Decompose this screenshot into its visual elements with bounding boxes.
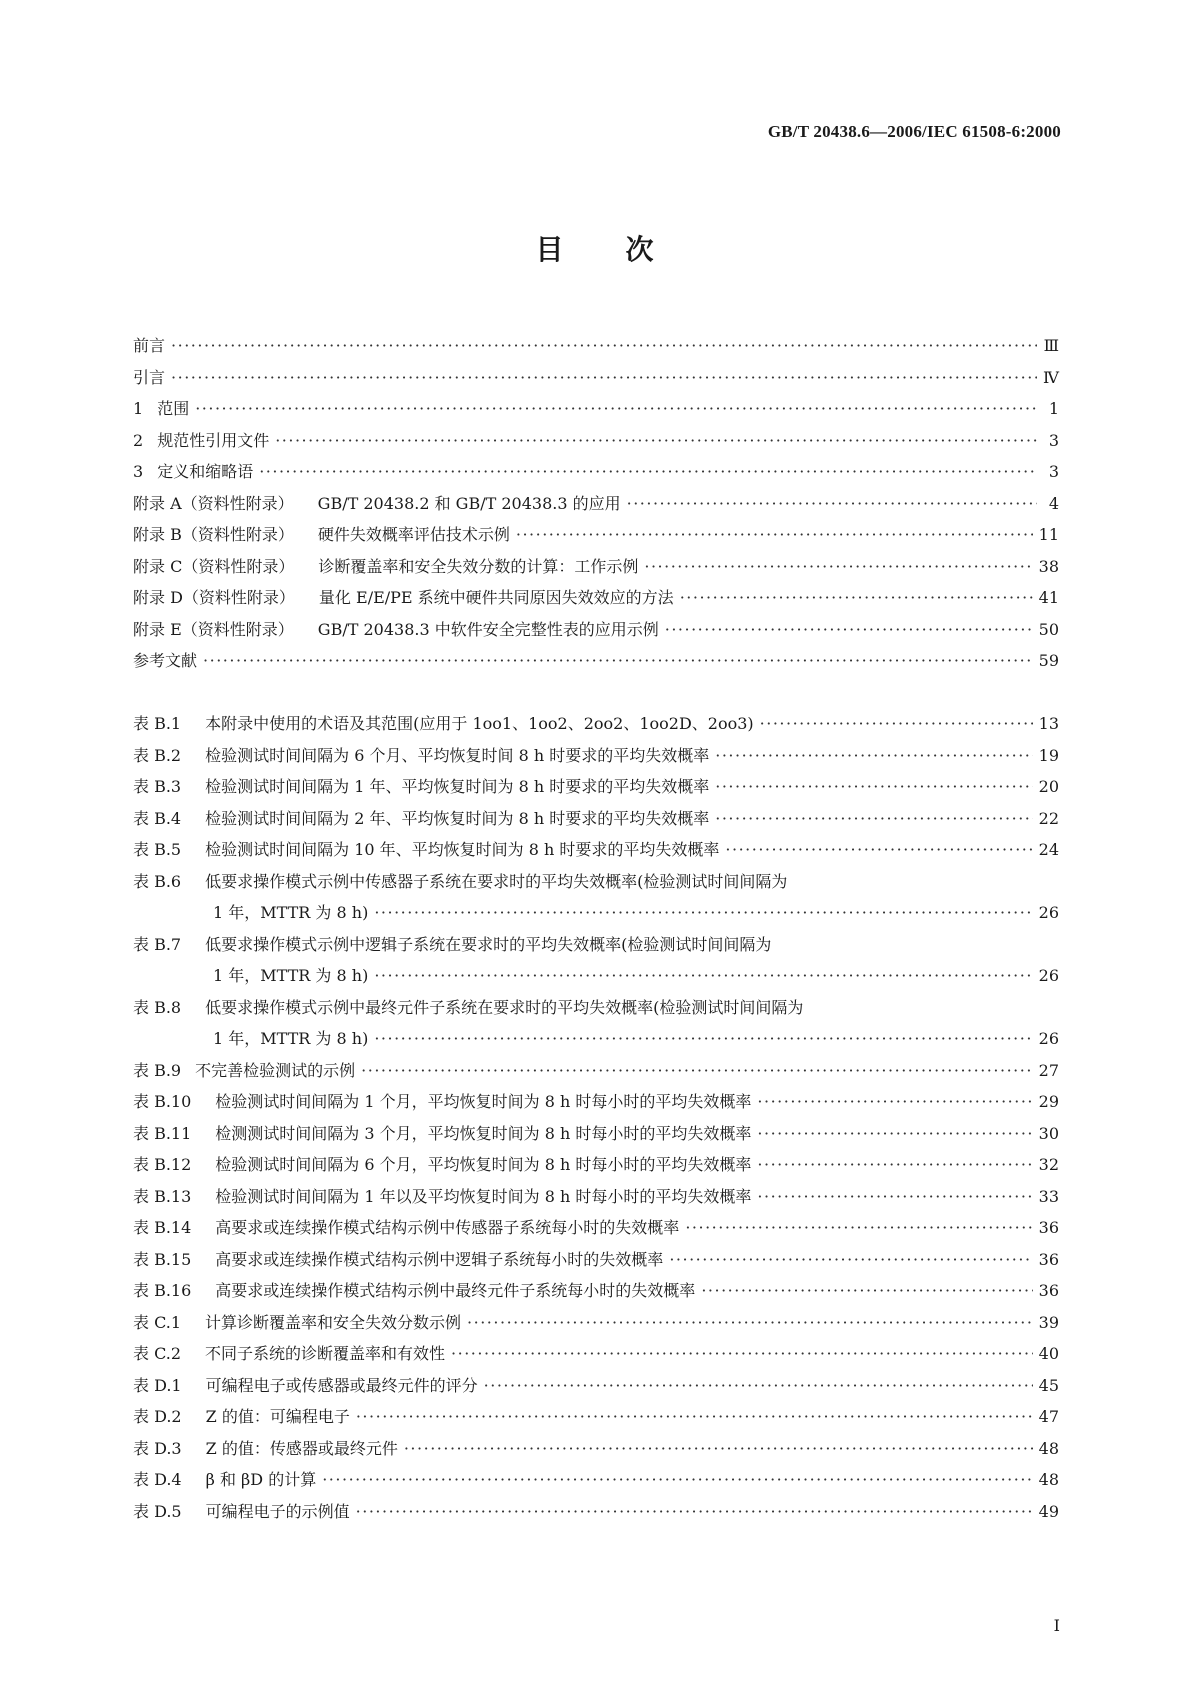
table-number: 表 B.12 [133,1155,192,1174]
table-page: 27 [1038,1060,1059,1080]
table-page: 26 [1038,903,1059,922]
toc-entry[interactable] [133,645,1059,677]
leader-dots [644,551,1032,583]
table-label: 低要求操作模式示例中传感器子系统在要求时的平均失效概率(检验测试时间间隔为 [205,871,788,891]
leader-dots [195,393,1037,425]
leader-dots [701,1275,1032,1307]
toc-table-entry[interactable] [133,1464,1059,1496]
toc-page: 3 [1048,430,1059,450]
table-label: 高要求或连续操作模式结构示例中最终元件子系统每小时的失效概率 [215,1281,696,1300]
table-label-continued: 1 年，MTTR 为 8 h) [213,903,369,922]
table-number: 表 B.6 [133,871,182,891]
leader-dots [627,488,1037,520]
title-part1: 目 [535,233,566,266]
leader-dots [171,362,1037,394]
table-page: 36 [1038,1218,1059,1237]
toc-table-entry[interactable] [133,1086,1059,1118]
leader-dots [715,803,1032,835]
leader-dots [665,614,1033,646]
table-page: 22 [1038,808,1059,828]
toc-table-entry[interactable] [133,1433,1059,1465]
toc-entry[interactable] [133,393,1059,425]
table-number: 表 B.14 [133,1218,192,1237]
table-label: 检验测试时间间隔为 6 个月，平均恢复时间为 8 h 时每小时的平均失效概率 [215,1155,752,1174]
toc-page: 41 [1038,588,1059,607]
table-label: 可编程电子的示例值 [205,1501,350,1521]
toc-label: 定义和缩略语 [157,462,254,481]
leader-dots [259,456,1037,488]
table-label: 低要求操作模式示例中逻辑子系统在要求时的平均失效概率(检验测试时间间隔为 [205,934,772,954]
table-number: 表 D.5 [133,1501,182,1521]
toc-tables-list [133,708,1059,1527]
toc-table-entry[interactable] [133,1055,1059,1087]
table-number: 表 D.4 [133,1470,182,1489]
toc-entry[interactable] [133,488,1059,520]
leader-dots [322,1464,1032,1496]
table-page: 33 [1038,1186,1059,1206]
table-label: 检测测试时间间隔为 3 个月，平均恢复时间为 8 h 时每小时的平均失效概率 [215,1123,752,1143]
toc-number: 附录 E（资料性附录） [133,619,294,639]
leader-dots [669,1244,1032,1276]
table-number: 表 B.3 [133,777,182,796]
toc-table-entry[interactable] [133,1212,1059,1244]
toc-table-entry[interactable] [133,1338,1059,1370]
table-number: 表 B.5 [133,840,182,859]
toc-page: 11 [1038,525,1059,544]
toc-table-entry[interactable] [133,1370,1059,1402]
toc-table-entry[interactable] [133,1307,1059,1339]
table-number: 表 D.1 [133,1375,182,1395]
toc-table-entry[interactable] [133,1181,1059,1213]
toc-entry[interactable] [133,456,1059,488]
toc-page: 50 [1038,619,1059,639]
table-page: 24 [1038,840,1059,859]
table-label: Z 的值：传感器或最终元件 [205,1438,398,1458]
table-page: 45 [1038,1375,1059,1395]
leader-dots [203,645,1033,677]
toc-entry[interactable] [133,551,1059,583]
toc-entry[interactable] [133,582,1059,614]
toc-label: 硬件失效概率评估技术示例 [317,525,510,544]
leader-dots [356,1496,1033,1528]
toc-table-entry[interactable] [133,803,1059,835]
table-number: 表 B.10 [133,1092,192,1111]
leader-dots [685,1212,1032,1244]
standard-code: GB/T 20438.6—2006/IEC 61508-6:2000 [767,122,1061,141]
toc-table-entry[interactable] [133,866,1059,929]
leader-dots [451,1338,1033,1370]
leader-dots [757,1181,1032,1213]
toc-page: Ⅳ [1043,367,1059,387]
table-page: 36 [1038,1281,1059,1300]
table-page: 29 [1038,1092,1059,1111]
toc-number: 1 [133,399,144,418]
toc-table-entry[interactable] [133,1401,1059,1433]
table-label: 本附录中使用的术语及其范围(应用于 1oo1、1oo2、2oo2、1oo2D、2oo3) [205,714,754,733]
toc-table-entry[interactable] [133,929,1059,992]
leader-dots [404,1433,1033,1465]
toc-table-entry[interactable] [133,834,1059,866]
toc-table-entry[interactable] [133,708,1059,740]
table-label: 可编程电子或传感器或最终元件的评分 [205,1375,478,1395]
toc-number: 3 [133,462,144,481]
table-page: 36 [1038,1249,1059,1269]
table-number: 表 B.9 [133,1060,182,1080]
leader-dots [356,1401,1033,1433]
table-number: 表 C.1 [133,1312,182,1332]
table-number: 表 D.3 [133,1438,182,1458]
table-label: 不同子系统的诊断覆盖率和有效性 [205,1344,446,1363]
toc-label: 规范性引用文件 [157,430,270,450]
table-page: 40 [1038,1344,1059,1363]
table-number: 表 B.15 [133,1249,192,1269]
toc-label: 引言 [133,367,166,387]
table-number: 表 B.2 [133,745,182,765]
page-title [0,228,1191,268]
toc-table-entry[interactable] [133,1244,1059,1276]
table-page: 48 [1038,1438,1059,1458]
table-page: 47 [1038,1407,1059,1426]
table-page: 19 [1038,745,1059,765]
leader-dots [275,425,1037,457]
toc-table-entry[interactable] [133,1149,1059,1181]
toc-label: GB/T 20438.3 中软件安全完整性表的应用示例 [317,619,659,639]
toc-page: 4 [1048,493,1059,513]
leader-dots [757,1149,1032,1181]
page-number: I [1053,1616,1060,1635]
table-label: 检验测试时间间隔为 6 个月、平均恢复时间 8 h 时要求的平均失效概率 [205,745,710,765]
table-page: 20 [1038,777,1059,796]
leader-dots [760,708,1033,740]
leader-dots [361,1055,1033,1087]
toc-entry[interactable] [133,330,1059,362]
leader-dots [725,834,1032,866]
toc-table-entry[interactable] [133,740,1059,772]
leader-dots [715,771,1032,803]
table-label: 高要求或连续操作模式结构示例中逻辑子系统每小时的失效概率 [215,1249,664,1269]
toc-label: 参考文献 [133,651,198,670]
toc-number: 附录 D（资料性附录） [133,588,295,607]
toc-label: 范围 [157,399,190,418]
toc-label: 诊断覆盖率和安全失效分数的计算：工作示例 [318,556,639,576]
table-label: 检验测试时间间隔为 1 年以及平均恢复时间为 8 h 时每小时的平均失效概率 [215,1186,752,1206]
leader-dots [374,960,1032,992]
toc-entry[interactable] [133,425,1059,457]
toc-page: 1 [1048,399,1059,418]
leader-dots [757,1118,1032,1150]
toc-number: 附录 C（资料性附录） [133,556,295,576]
table-number: 表 B.8 [133,997,182,1017]
leader-dots [374,897,1032,929]
table-label: β 和 βD 的计算 [205,1470,317,1489]
toc-page: Ⅲ [1043,336,1059,355]
table-label: 检验测试时间间隔为 2 年、平均恢复时间为 8 h 时要求的平均失效概率 [205,808,710,828]
toc-table-entry[interactable] [133,992,1059,1055]
toc-table-entry[interactable] [133,1118,1059,1150]
leader-dots [680,582,1033,614]
table-number: 表 B.7 [133,934,182,954]
leader-dots [516,519,1033,551]
toc-page: 38 [1038,556,1059,576]
leader-dots [757,1086,1032,1118]
toc-page: 59 [1038,651,1059,670]
table-label: 不完善检验测试的示例 [195,1060,356,1080]
toc-number: 附录 B（资料性附录） [133,525,294,544]
toc-entry[interactable] [133,519,1059,551]
title-part2: 次 [625,233,656,266]
leader-dots [171,330,1037,362]
toc-table-entry[interactable] [133,1275,1059,1307]
table-number: 表 B.16 [133,1281,192,1300]
leader-dots [715,740,1032,772]
toc-label: 量化 E/E/PE 系统中硬件共同原因失效效应的方法 [318,588,674,607]
table-label-continued: 1 年，MTTR 为 8 h) [213,966,369,985]
table-label: 检验测试时间间隔为 10 年、平均恢复时间为 8 h 时要求的平均失效概率 [205,840,720,859]
toc-page: 3 [1048,462,1059,481]
table-label: Z 的值：可编程电子 [205,1407,350,1426]
table-number: 表 B.1 [133,714,182,733]
table-label: 低要求操作模式示例中最终元件子系统在要求时的平均失效概率(检验测试时间间隔为 [205,997,804,1017]
leader-dots [374,1023,1032,1055]
table-number: 表 C.2 [133,1344,182,1363]
table-number: 表 B.13 [133,1186,192,1206]
table-label: 检验测试时间间隔为 1 个月，平均恢复时间为 8 h 时每小时的平均失效概率 [215,1092,752,1111]
toc-entry[interactable] [133,362,1059,394]
toc-table-entry[interactable] [133,771,1059,803]
table-page: 30 [1038,1123,1059,1143]
table-page: 48 [1038,1470,1059,1489]
leader-dots [467,1307,1033,1339]
table-page: 26 [1038,966,1059,985]
toc-entry[interactable] [133,614,1059,646]
table-number: 表 B.4 [133,808,182,828]
table-page: 26 [1038,1029,1059,1048]
toc-label: 前言 [133,336,166,355]
table-page: 49 [1038,1501,1059,1521]
toc-number: 附录 A（资料性附录） [133,493,294,513]
toc-table-entry[interactable] [133,1496,1059,1528]
table-label: 计算诊断覆盖率和安全失效分数示例 [205,1312,462,1332]
toc-label: GB/T 20438.2 和 GB/T 20438.3 的应用 [317,493,621,513]
toc-number: 2 [133,430,144,450]
table-label: 高要求或连续操作模式结构示例中传感器子系统每小时的失效概率 [215,1218,680,1237]
table-number: 表 D.2 [133,1407,182,1426]
table-label: 检验测试时间间隔为 1 年、平均恢复时间为 8 h 时要求的平均失效概率 [205,777,710,796]
toc-main-list [133,330,1059,677]
leader-dots [484,1370,1033,1402]
table-page: 32 [1038,1155,1059,1174]
table-page: 39 [1038,1312,1059,1332]
table-page: 13 [1038,714,1059,733]
table-label-continued: 1 年，MTTR 为 8 h) [213,1029,369,1048]
table-number: 表 B.11 [133,1123,192,1143]
